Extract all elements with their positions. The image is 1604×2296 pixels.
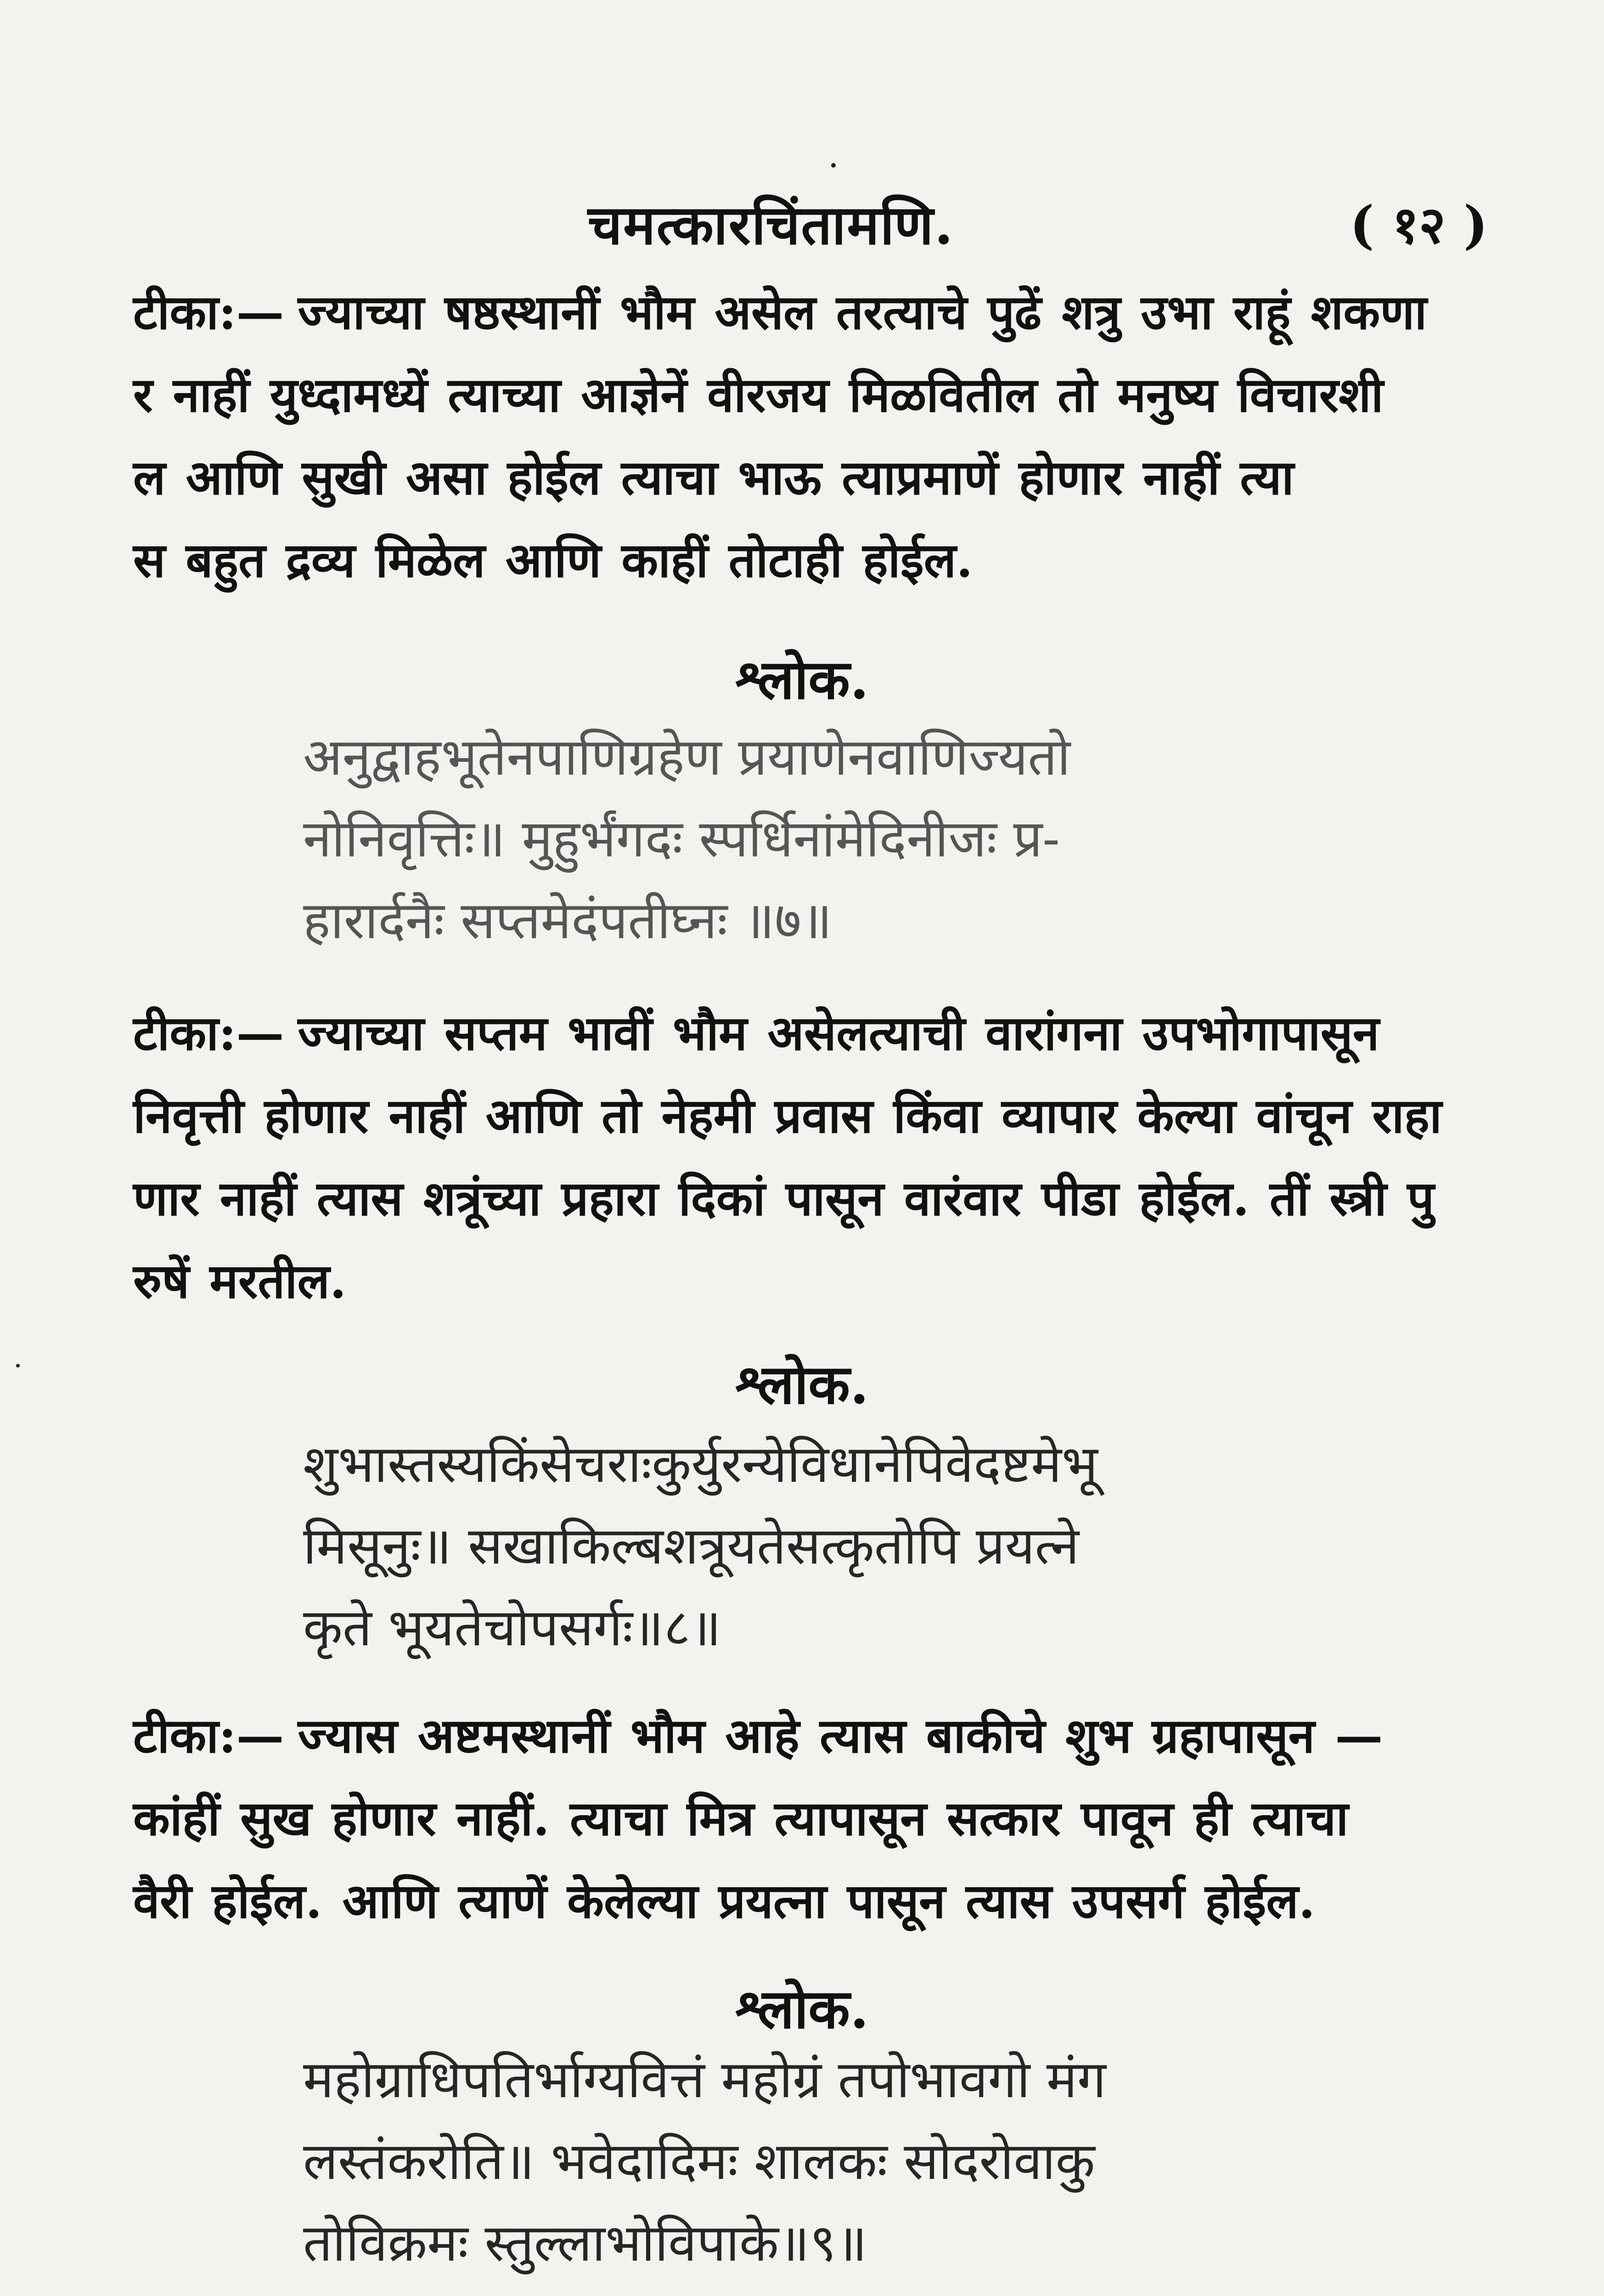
shloka-heading: श्लोक. [735, 1352, 869, 1416]
commentary-line: णार नाहीं त्यास शत्रूंच्या प्रहारा दिकां पासून वारंवार पीडा होईल. तीं स्त्री पु [133, 1170, 1435, 1227]
scan-speck [16, 1364, 20, 1367]
verse-line: तोविक्रमः स्तुल्लाभोविपाके॥९॥ [303, 2213, 867, 2273]
verse-block-8 [303, 1424, 1359, 1669]
commentary-block-1 [133, 271, 1469, 602]
commentary-label: टीका:— [133, 284, 284, 340]
commentary-label: टीका:— [133, 1005, 284, 1061]
commentary-line: रुषें मरतील. [133, 1253, 347, 1309]
commentary-line: टीका:— ज्याच्या षष्ठस्थानीं भौम असेल तरत्याचे पुढें शत्रु उभा राहूं शकणा [133, 284, 1427, 340]
commentary-line: र नाहीं युध्दामध्यें त्याच्या आज्ञेनें वीरजय मिळवितील तो मनुष्य विचारशी [133, 366, 1384, 423]
verse-line: लस्तंकरोति॥ भवेदादिमः शालकः सोदरोवाकु [303, 2132, 1095, 2191]
commentary-line: ल आणि सुखी असा होईल त्याचा भाऊ त्याप्रमाणें होणार नाहीं त्या [133, 449, 1294, 506]
verse-line: मिसूनुः॥ सखाकिल्बशत्रूयतेसत्कृतोपि प्रयत्ने [303, 1516, 1080, 1576]
commentary-line: निवृत्ती होणार नाहीं आणि तो नेहमी प्रवास किंवा व्यापार केल्या वांचून राहा [133, 1087, 1442, 1144]
commentary-label: टीका:— [133, 1707, 284, 1764]
verse-block-7 [303, 716, 1359, 962]
commentary-block-7 [133, 992, 1469, 1322]
verse-line: हारार्दनैः सप्तमेदंपतीघ्नः ॥७॥ [303, 891, 833, 951]
verse-line: नोनिवृत्तिः॥ मुहुर्भंगदः स्पर्धिनांमेदिनीजः प्र- [303, 809, 1060, 869]
shloka-heading: श्लोक. [735, 1977, 869, 2041]
verse-line: कृते भूयतेचोपसर्गः॥८॥ [303, 1598, 721, 1658]
verse-block-9 [303, 2039, 1359, 2284]
verse-line: शुभास्तस्यकिंसेचराःकुर्युरन्येविधानेपिवेदष्टमेभू [303, 1435, 1098, 1494]
verse-line: महोग्राधिपतिर्भाग्यवित्तं महोग्रं तपोभावगो मंग [303, 2050, 1106, 2110]
commentary-line: टीका:— ज्याच्या सप्तम भावीं भौम असेलत्याची वारांगना उपभोगापासून [133, 1005, 1379, 1061]
book-title: चमत्कारचिंतामणि. [588, 192, 954, 257]
page-number: ( १२ ) [1350, 195, 1488, 255]
shloka-heading: श्लोक. [735, 647, 869, 711]
verse-line: अनुद्वाहभूतेनपाणिग्रहेण प्रयाणेनवाणिज्यतो [303, 727, 1071, 787]
scan-speck [831, 163, 836, 168]
commentary-line: स बहुत द्रव्य मिळेल आणि काहीं तोटाही होईल. [133, 532, 973, 588]
commentary-line: टीका:— ज्यास अष्टमस्थानीं भौम आहे त्यास बाकीचे शुभ ग्रहापासून — [133, 1707, 1383, 1764]
commentary-line: वैरी होईल. आणि त्याणें केलेल्या प्रयत्ना पासून त्यास उपसर्ग होईल. [133, 1873, 1315, 1929]
running-header [588, 184, 1488, 262]
commentary-line: कांहीं सुख होणार नाहीं. त्याचा मित्र त्यापासून सत्कार पावून ही त्याचा [133, 1790, 1349, 1846]
commentary-block-8 [133, 1694, 1469, 1942]
